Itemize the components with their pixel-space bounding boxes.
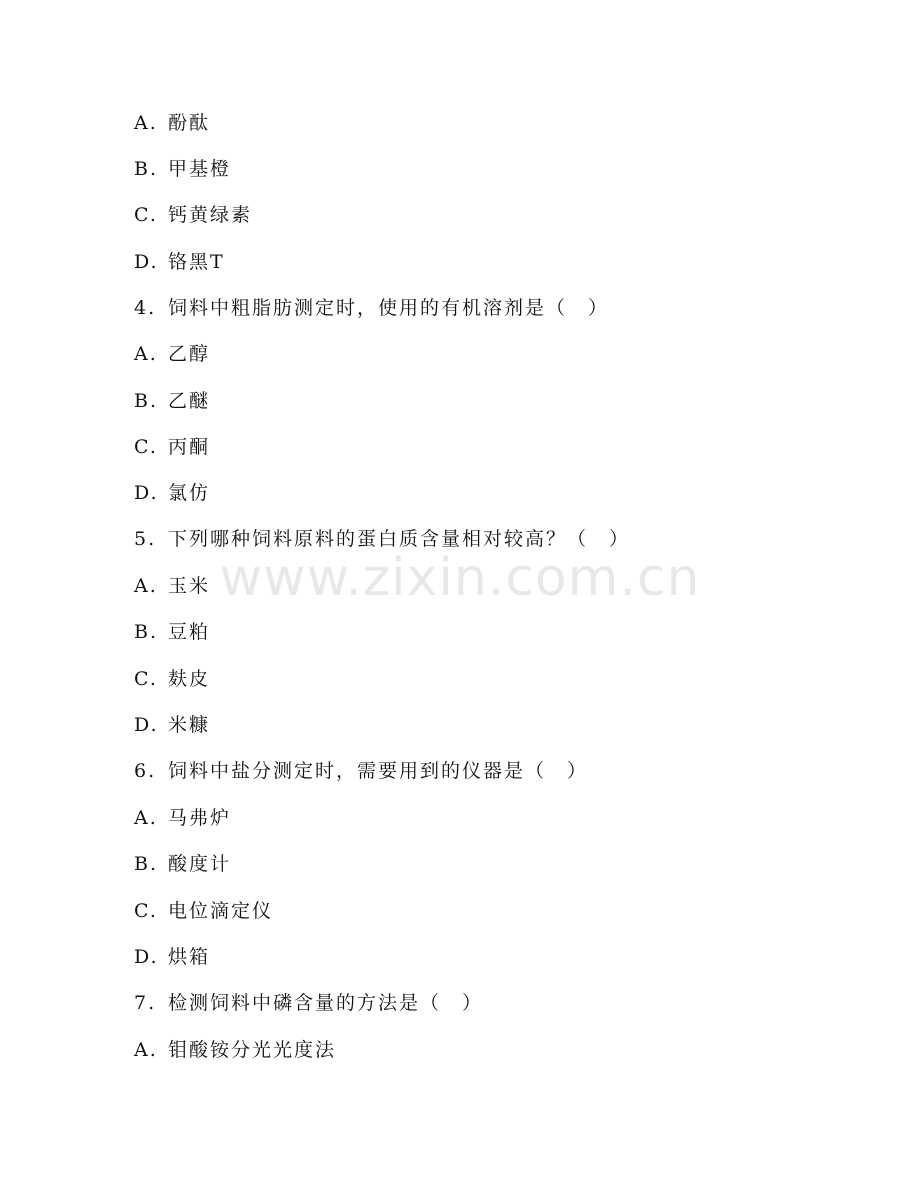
option-text: 电位滴定仪 — [168, 900, 274, 922]
option-line — [134, 1035, 336, 1065]
option-line — [134, 200, 252, 230]
option-line — [134, 247, 225, 277]
question-line — [134, 293, 609, 323]
option-text: 米糠 — [168, 714, 211, 736]
watermark: www.zixin.com.cn — [219, 548, 701, 608]
option-marker: A. — [134, 807, 158, 829]
option-marker: D. — [134, 714, 159, 736]
option-marker: C. — [134, 436, 158, 458]
option-marker: C. — [134, 900, 158, 922]
question-line — [134, 756, 588, 786]
option-line — [134, 386, 210, 416]
option-text: 丙酮 — [168, 436, 211, 458]
question-line — [134, 524, 630, 554]
option-marker: B. — [134, 390, 159, 412]
option-line — [134, 571, 210, 601]
question-number: 7. — [134, 992, 157, 1014]
option-line — [134, 154, 231, 184]
option-line — [134, 478, 210, 508]
option-line — [134, 432, 210, 462]
option-line — [134, 849, 231, 879]
option-text: 钼酸铵分光光度法 — [168, 1039, 337, 1061]
option-line — [134, 896, 273, 926]
option-marker: D. — [134, 251, 159, 273]
option-marker: C. — [134, 204, 158, 226]
question-line — [134, 988, 483, 1018]
option-text: 玉米 — [168, 575, 211, 597]
option-text: 乙醇 — [168, 343, 211, 365]
option-marker: A. — [134, 112, 158, 134]
option-marker: B. — [134, 621, 159, 643]
option-marker: A. — [134, 1039, 158, 1061]
option-line — [134, 617, 210, 647]
option-text: 酚酞 — [168, 112, 211, 134]
option-text: 烘箱 — [168, 946, 211, 968]
option-text: 马弗炉 — [168, 807, 232, 829]
option-text: 氯仿 — [168, 482, 211, 504]
question-text: 饲料中盐分测定时，需要用到的仪器是（ ） — [168, 760, 589, 782]
option-text: 钙黄绿素 — [168, 204, 253, 226]
option-line — [134, 942, 210, 972]
option-text: 麸皮 — [168, 668, 211, 690]
option-marker: A. — [134, 343, 158, 365]
option-text: 豆粕 — [168, 621, 211, 643]
option-marker: D. — [134, 946, 159, 968]
option-line — [134, 803, 231, 833]
question-text: 检测饲料中磷含量的方法是（ ） — [168, 992, 484, 1014]
question-number: 4. — [134, 297, 157, 319]
option-line — [134, 339, 210, 369]
question-text: 下列哪种饲料原料的蛋白质含量相对较高？（ ） — [168, 528, 631, 550]
option-line — [134, 710, 210, 740]
question-number: 5. — [134, 528, 157, 550]
option-marker: B. — [134, 158, 159, 180]
option-text: 甲基橙 — [168, 158, 232, 180]
option-marker: C. — [134, 668, 158, 690]
option-marker: A. — [134, 575, 158, 597]
option-line — [134, 108, 210, 138]
question-number: 6. — [134, 760, 157, 782]
option-text: 乙醚 — [168, 390, 211, 412]
option-text: 铬黑T — [168, 251, 225, 273]
option-marker: B. — [134, 853, 159, 875]
option-text: 酸度计 — [168, 853, 232, 875]
question-text: 饲料中粗脂肪测定时，使用的有机溶剂是（ ） — [168, 297, 610, 319]
option-marker: D. — [134, 482, 159, 504]
option-line — [134, 664, 210, 694]
